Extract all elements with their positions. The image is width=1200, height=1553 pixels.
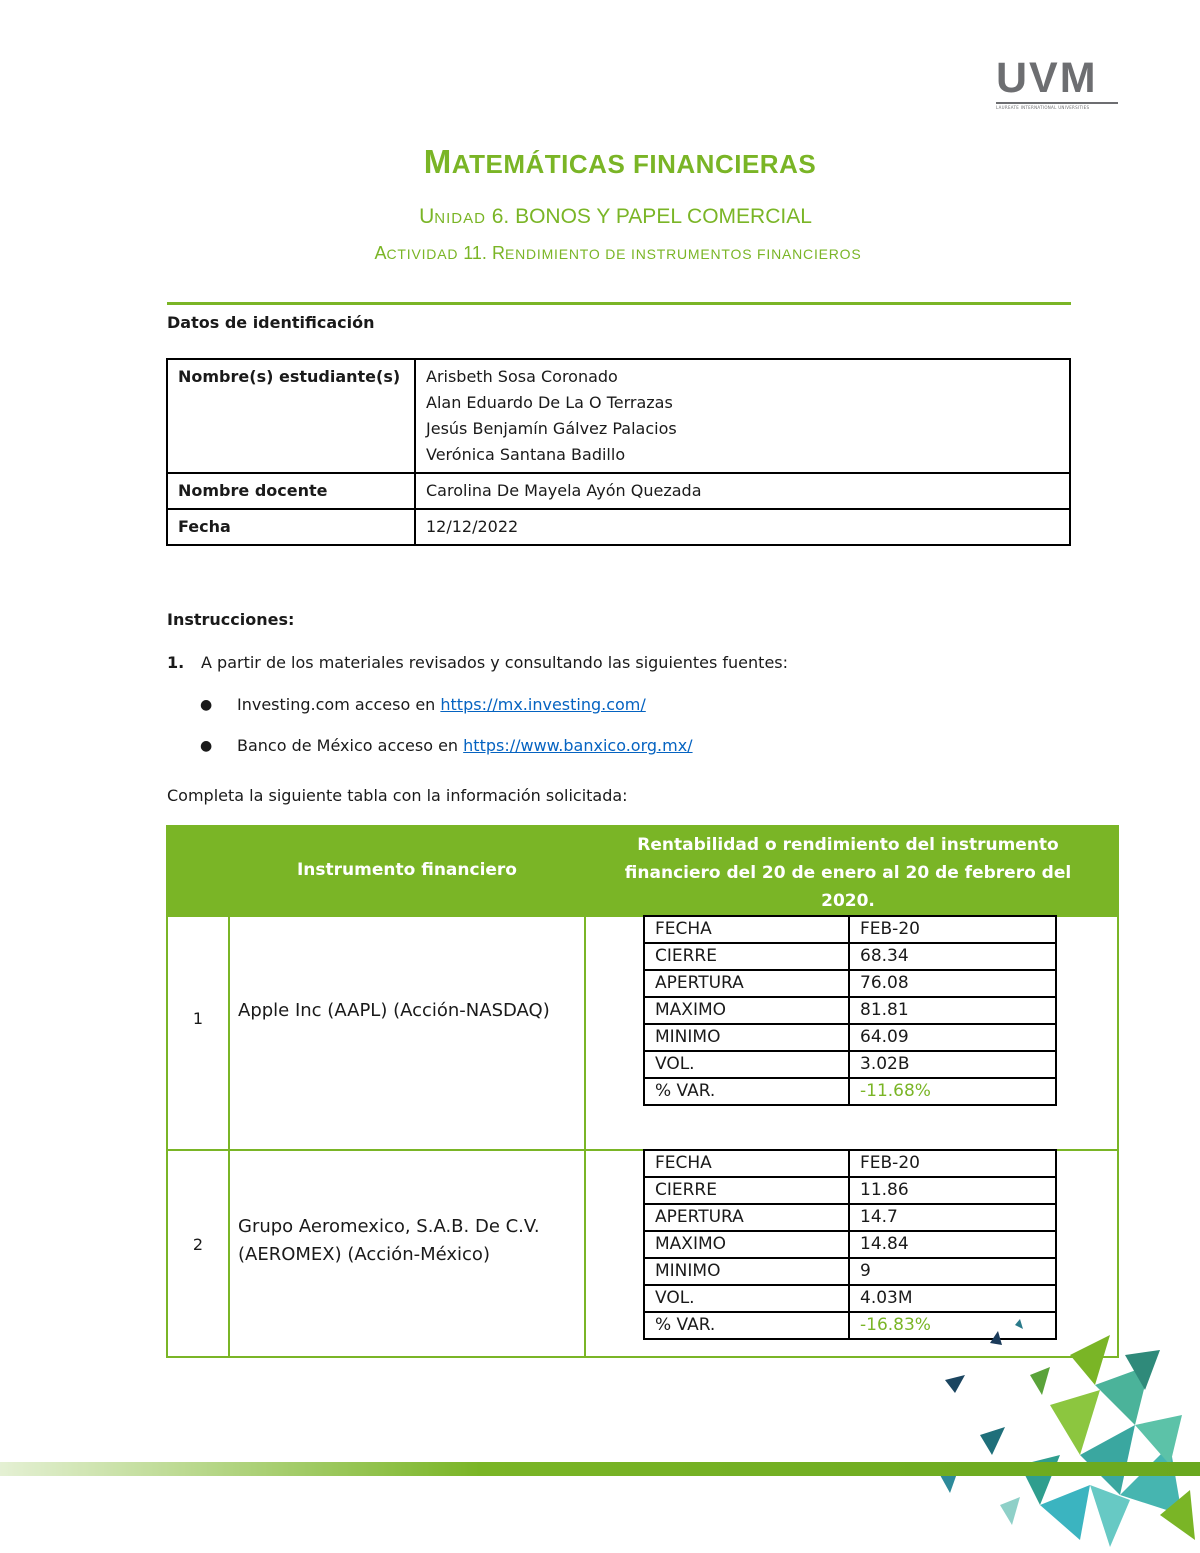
activity-small2: ENDIMIENTO DE INSTRUMENTOS FINANCIEROS xyxy=(504,246,862,262)
activity-small1: CTIVIDAD xyxy=(386,246,459,262)
data-row xyxy=(644,1204,1056,1231)
data-value: 14.84 xyxy=(849,1231,1056,1258)
teacher-label: Nombre docente xyxy=(167,473,415,509)
student-label: Nombre(s) estudiante(s) xyxy=(167,359,415,473)
unit-small: NIDAD xyxy=(434,210,486,227)
data-key: MINIMO xyxy=(644,1258,849,1285)
data-key: CIERRE xyxy=(644,1177,849,1204)
identification-table xyxy=(166,358,1071,546)
instrument-name: Apple Inc (AAPL) (Acción-NASDAQ) xyxy=(238,1000,550,1021)
data-value: 68.34 xyxy=(849,943,1056,970)
date-row xyxy=(167,509,1070,545)
source-label: Banco de México acceso en xyxy=(237,736,464,755)
data-key: % VAR. xyxy=(644,1078,849,1105)
complete-instruction: Completa la siguiente tabla con la información solicitada: xyxy=(167,786,628,805)
decorative-triangles-graphic xyxy=(920,1315,1200,1553)
instrument-data-table xyxy=(643,1149,1057,1340)
student-name: Arisbeth Sosa Coronado xyxy=(426,367,618,386)
instrument-data-table xyxy=(643,915,1057,1106)
data-value: 11.86 xyxy=(849,1177,1056,1204)
data-value: 14.7 xyxy=(849,1204,1056,1231)
data-value: 64.09 xyxy=(849,1024,1056,1051)
data-row xyxy=(644,1231,1056,1258)
data-row xyxy=(644,1177,1056,1204)
unit-lead: U xyxy=(419,205,435,228)
data-value: -16.83% xyxy=(849,1312,1056,1339)
bullet-icon: ● xyxy=(200,738,213,754)
header-divider xyxy=(167,302,1071,305)
instructions-heading: Instrucciones: xyxy=(167,610,295,629)
row-number: 2 xyxy=(192,1235,204,1254)
title-lead: M xyxy=(423,143,452,180)
data-value: FEB-20 xyxy=(849,916,1056,943)
row-number: 1 xyxy=(192,1009,204,1028)
activity-subtitle xyxy=(0,243,1200,264)
data-key: MINIMO xyxy=(644,1024,849,1051)
instruments-table xyxy=(166,825,1119,1358)
footer-green-bar xyxy=(0,1462,1200,1476)
instrument-name: Grupo Aeromexico, S.A.B. De C.V. (AEROMEX) (Acción-México) xyxy=(238,1216,540,1265)
data-row xyxy=(644,1285,1056,1312)
data-value: 4.03M xyxy=(849,1285,1056,1312)
source-item xyxy=(237,695,646,714)
column-divider xyxy=(228,917,230,1356)
table-header xyxy=(168,827,1117,917)
source-item xyxy=(237,736,693,755)
student-name: Verónica Santana Badillo xyxy=(426,445,626,464)
data-row xyxy=(644,943,1056,970)
data-key: APERTURA xyxy=(644,1204,849,1231)
data-value: 3.02B xyxy=(849,1051,1056,1078)
uvm-logo xyxy=(996,56,1122,110)
data-row xyxy=(644,916,1056,943)
data-key: VOL. xyxy=(644,1051,849,1078)
data-row xyxy=(644,997,1056,1024)
list-number: 1. xyxy=(167,653,185,672)
title-rest: ATEMÁTICAS FINANCIERAS xyxy=(451,149,817,179)
date-value: 12/12/2022 xyxy=(415,509,1070,545)
list-item-text: A partir de los materiales revisados y consultando las siguientes fuentes: xyxy=(201,653,789,672)
student-name: Jesús Benjamín Gálvez Palacios xyxy=(426,419,677,438)
data-row xyxy=(644,1150,1056,1177)
data-row xyxy=(644,1078,1056,1105)
data-value: 81.81 xyxy=(849,997,1056,1024)
instrument-column-header: Instrumento financiero xyxy=(296,860,517,880)
data-key: CIERRE xyxy=(644,943,849,970)
teacher-name: Carolina De Mayela Ayón Quezada xyxy=(415,473,1070,509)
data-key: FECHA xyxy=(644,916,849,943)
identification-heading: Datos de identificación xyxy=(167,313,375,332)
data-key: MAXIMO xyxy=(644,997,849,1024)
student-names xyxy=(415,359,1070,473)
date-label: Fecha xyxy=(167,509,415,545)
data-row xyxy=(644,1051,1056,1078)
student-name: Alan Eduardo De La O Terrazas xyxy=(426,393,673,412)
column-divider xyxy=(584,917,586,1356)
activity-mid: 11. R xyxy=(458,243,505,263)
activity-lead: A xyxy=(374,243,387,263)
page-title xyxy=(0,143,1200,181)
data-key: % VAR. xyxy=(644,1312,849,1339)
bullet-icon: ● xyxy=(200,697,213,713)
source-label: Investing.com acceso en xyxy=(237,695,441,714)
data-value: FEB-20 xyxy=(849,1150,1056,1177)
return-column-header: Rentabilidad o rendimiento del instrumento financiero del 20 de enero al 20 de febrero del 2020. xyxy=(624,835,1072,911)
data-value: 76.08 xyxy=(849,970,1056,997)
investing-link[interactable]: https://mx.investing.com/ xyxy=(440,695,646,714)
data-row xyxy=(644,1024,1056,1051)
data-value: 9 xyxy=(849,1258,1056,1285)
banxico-link[interactable]: https://www.banxico.org.mx/ xyxy=(463,736,693,755)
logo-tagline: LAUREATE INTERNATIONAL UNIVERSITIES xyxy=(996,105,1090,110)
data-key: FECHA xyxy=(644,1150,849,1177)
data-key: APERTURA xyxy=(644,970,849,997)
data-value: -11.68% xyxy=(849,1078,1056,1105)
data-key: MAXIMO xyxy=(644,1231,849,1258)
data-key: VOL. xyxy=(644,1285,849,1312)
logo-divider xyxy=(996,102,1118,104)
data-row xyxy=(644,970,1056,997)
teacher-row xyxy=(167,473,1070,509)
student-row xyxy=(167,359,1070,473)
data-row xyxy=(644,1258,1056,1285)
unit-rest: 6. BONOS Y PAPEL COMERCIAL xyxy=(485,205,812,228)
logo-text: UVM xyxy=(996,54,1098,102)
unit-subtitle xyxy=(0,205,1200,229)
